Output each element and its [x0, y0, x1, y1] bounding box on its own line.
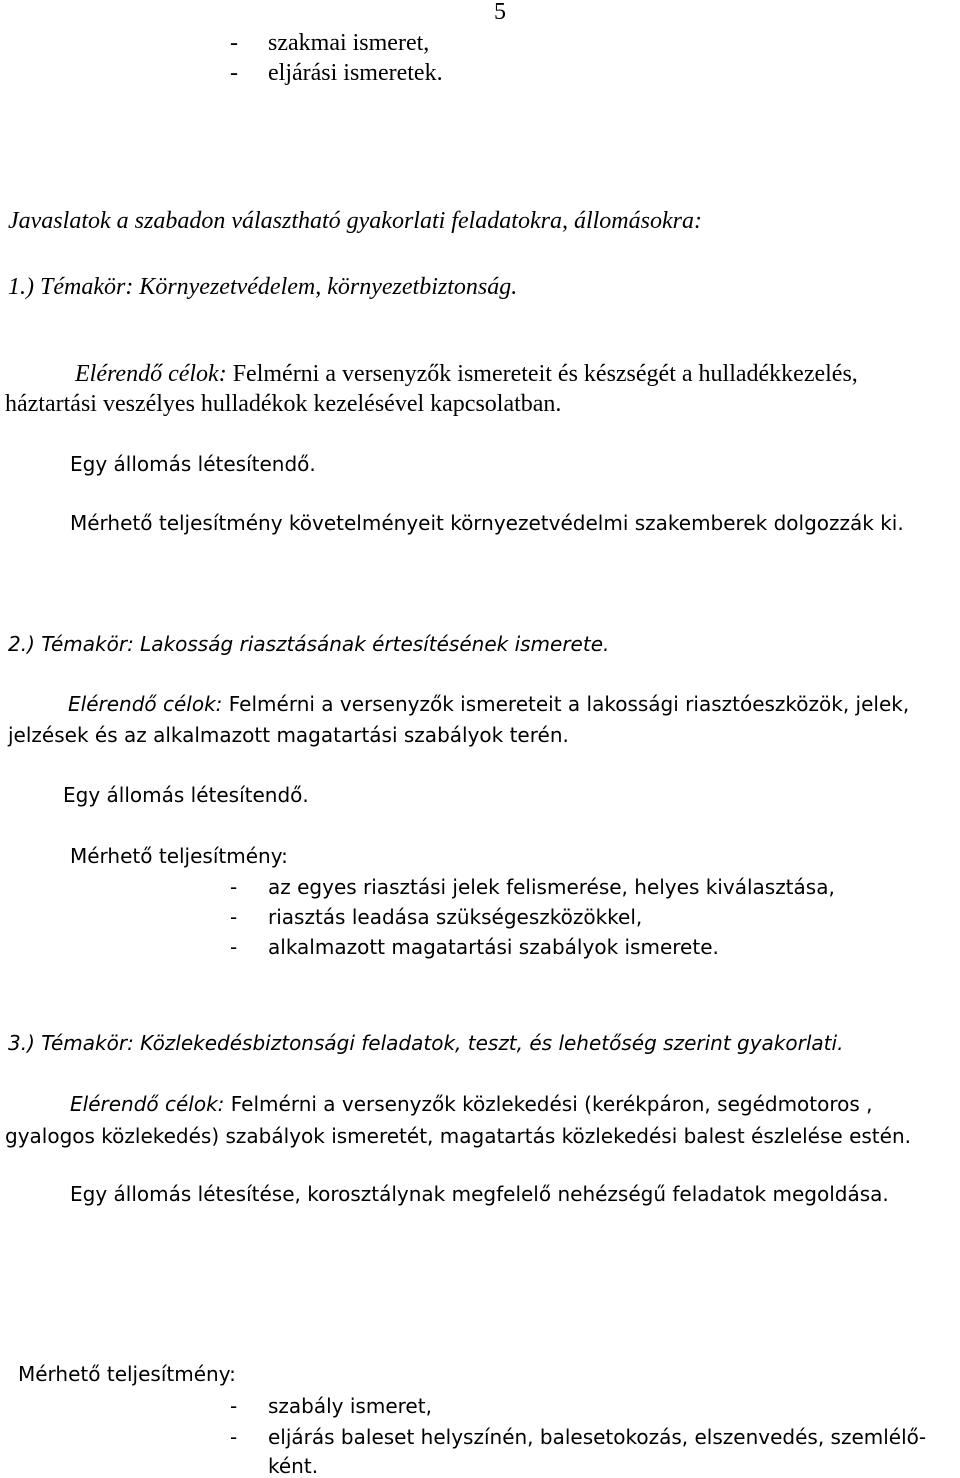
topic2-station: Egy állomás létesítendő.	[63, 783, 309, 807]
list-item-text: eljárás baleset helyszínén, balesetokozás, elszenvedés, szemlélő-	[268, 1425, 927, 1449]
topic3-station: Egy állomás létesítése, korosztálynak megfelelő nehézségű feladatok megoldása.	[70, 1182, 889, 1206]
goals-label: Elérendő célok:	[68, 692, 223, 716]
goals-text: Felmérni a versenyzők közlekedési (kerékpáron, segédmotoros ,	[224, 1092, 873, 1116]
topic2-title: 2.) Témakör: Lakosság riasztásának értesítésének ismerete.	[8, 632, 610, 656]
goals-text: Felmérni a versenyzők ismereteit a lakossági riasztóeszközök, jelek,	[222, 692, 910, 716]
goals-label: Elérendő célok:	[75, 361, 227, 387]
topic1-title: 1.) Témakör: Környezetvédelem, környezetbiztonság.	[8, 274, 518, 300]
list-item-text: szakmai ismeret,	[268, 30, 430, 56]
list-item-continuation: ként.	[268, 1454, 319, 1478]
topic3-title: 3.) Témakör: Közlekedésbiztonsági feladatok, teszt, és lehetőség szerint gyakorlati.	[8, 1031, 844, 1055]
list-item	[230, 907, 642, 927]
list-item	[230, 1396, 432, 1416]
list-item	[230, 1427, 926, 1447]
list-item-text: eljárási ismeretek.	[268, 60, 443, 86]
dash: -	[230, 1394, 238, 1418]
list-item	[230, 937, 719, 957]
intro-heading: Javaslatok a szabadon választható gyakorlati feladatokra, állomásokra:	[8, 208, 702, 234]
list-item	[230, 877, 835, 897]
list-item	[230, 31, 429, 55]
topic2-measure-label: Mérhető teljesítmény:	[70, 844, 288, 868]
dash: -	[230, 875, 238, 899]
topic2-goals	[68, 694, 909, 714]
dash: -	[230, 60, 238, 86]
topic1-goals-cont: háztartási veszélyes hulladékok kezelésével kapcsolatban.	[5, 391, 562, 417]
topic1-station: Egy állomás létesítendő.	[70, 452, 316, 476]
dash: -	[230, 935, 238, 959]
dash: -	[230, 1425, 238, 1449]
list-item-text: riasztás leadása szükségeszközökkel,	[268, 905, 643, 929]
topic3-measure-label: Mérhető teljesítmény:	[18, 1362, 236, 1386]
topic3-goals	[70, 1094, 873, 1114]
topic1-measure: Mérhető teljesítmény követelményeit környezetvédelmi szakemberek dolgozzák ki.	[70, 511, 904, 535]
list-item	[230, 61, 443, 85]
dash: -	[230, 905, 238, 929]
goals-text: Felmérni a versenyzők ismereteit és készségét a hulladékkezelés,	[226, 361, 858, 387]
topic1-goals	[75, 362, 858, 386]
topic3-goals-cont: gyalogos közlekedés) szabályok ismeretét, magatartás közlekedési balest észlelése estén.	[5, 1124, 911, 1148]
goals-label: Elérendő célok:	[70, 1092, 225, 1116]
list-item-text: alkalmazott magatartási szabályok ismerete.	[268, 935, 719, 959]
list-item-text: az egyes riasztási jelek felismerése, helyes kiválasztása,	[268, 875, 835, 899]
dash: -	[230, 30, 238, 56]
topic2-goals-cont: jelzések és az alkalmazott magatartási szabályok terén.	[8, 723, 569, 747]
page-number: 5	[494, 0, 506, 25]
list-item-text: szabály ismeret,	[268, 1394, 432, 1418]
